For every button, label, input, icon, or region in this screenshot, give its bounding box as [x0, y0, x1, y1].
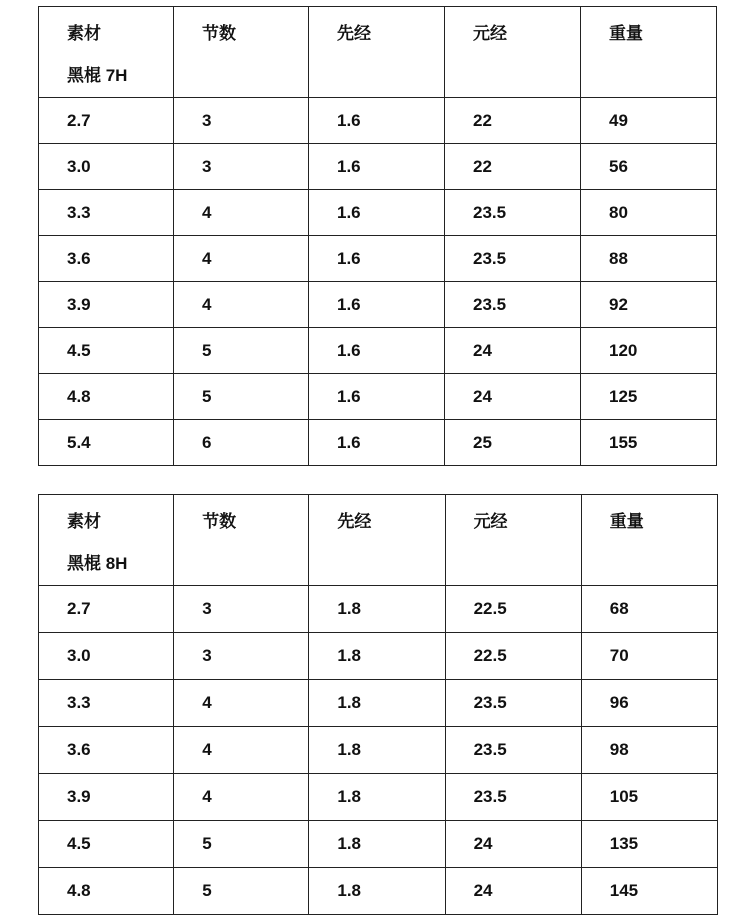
spec-table-7h [38, 6, 717, 466]
table-row [39, 727, 718, 774]
cell-sections: 4 [174, 774, 309, 821]
cell-weight: 68 [581, 586, 717, 633]
cell-butt-diameter: 22.5 [445, 586, 581, 633]
spec-table-8h [38, 494, 718, 915]
header-butt-diameter: 元经 [445, 495, 581, 586]
header-sections: 节数 [174, 7, 309, 98]
table-row [39, 821, 718, 868]
cell-sections: 3 [174, 98, 309, 144]
table-row [39, 328, 717, 374]
cell-tip-diameter: 1.8 [309, 868, 445, 915]
table-row [39, 236, 717, 282]
header-tip-diameter: 先经 [309, 495, 445, 586]
cell-butt-diameter: 22 [445, 144, 581, 190]
cell-weight: 105 [581, 774, 717, 821]
header-weight: 重量 [581, 495, 717, 586]
cell-weight: 145 [581, 868, 717, 915]
cell-tip-diameter: 1.8 [309, 633, 445, 680]
cell-weight: 120 [581, 328, 717, 374]
cell-butt-diameter: 23.5 [445, 680, 581, 727]
cell-sections: 5 [174, 821, 309, 868]
table-row [39, 633, 718, 680]
cell-butt-diameter: 23.5 [445, 727, 581, 774]
cell-sections: 3 [174, 144, 309, 190]
table-row [39, 374, 717, 420]
cell-sections: 4 [174, 282, 309, 328]
cell-weight: 56 [581, 144, 717, 190]
cell-length: 2.7 [39, 98, 174, 144]
cell-tip-diameter: 1.8 [309, 680, 445, 727]
cell-sections: 3 [174, 586, 309, 633]
cell-butt-diameter: 22 [445, 98, 581, 144]
header-material-name: 黑棍 8H [67, 554, 128, 573]
cell-length: 3.3 [39, 190, 174, 236]
cell-length: 5.4 [39, 420, 174, 466]
header-butt-diameter: 元经 [445, 7, 581, 98]
cell-tip-diameter: 1.8 [309, 727, 445, 774]
header-material-cell [39, 7, 174, 98]
table-row [39, 144, 717, 190]
header-material-label: 素材 [67, 24, 101, 43]
table-row [39, 680, 718, 727]
cell-butt-diameter: 24 [445, 868, 581, 915]
header-material-name: 黑棍 7H [67, 66, 128, 85]
cell-tip-diameter: 1.8 [309, 774, 445, 821]
cell-weight: 98 [581, 727, 717, 774]
table-row [39, 774, 718, 821]
header-sections: 节数 [174, 495, 309, 586]
cell-length: 3.9 [39, 774, 174, 821]
cell-sections: 4 [174, 236, 309, 282]
cell-tip-diameter: 1.8 [309, 821, 445, 868]
table-row [39, 98, 717, 144]
table-row [39, 868, 718, 915]
cell-butt-diameter: 23.5 [445, 236, 581, 282]
cell-length: 3.0 [39, 633, 174, 680]
table-row [39, 190, 717, 236]
cell-weight: 125 [581, 374, 717, 420]
cell-butt-diameter: 24 [445, 821, 581, 868]
cell-sections: 5 [174, 374, 309, 420]
table-header-row [39, 495, 718, 586]
cell-weight: 49 [581, 98, 717, 144]
cell-length: 3.0 [39, 144, 174, 190]
cell-weight: 155 [581, 420, 717, 466]
cell-length: 3.9 [39, 282, 174, 328]
cell-tip-diameter: 1.6 [309, 374, 445, 420]
table-header-row [39, 7, 717, 98]
cell-tip-diameter: 1.6 [309, 328, 445, 374]
cell-length: 4.5 [39, 821, 174, 868]
cell-sections: 5 [174, 868, 309, 915]
cell-sections: 6 [174, 420, 309, 466]
cell-length: 4.5 [39, 328, 174, 374]
header-material-label: 素材 [67, 512, 101, 531]
cell-tip-diameter: 1.6 [309, 420, 445, 466]
header-weight: 重量 [581, 7, 717, 98]
cell-weight: 80 [581, 190, 717, 236]
header-tip-diameter: 先经 [309, 7, 445, 98]
cell-length: 3.6 [39, 727, 174, 774]
table-row [39, 420, 717, 466]
cell-butt-diameter: 23.5 [445, 774, 581, 821]
cell-sections: 4 [174, 190, 309, 236]
cell-tip-diameter: 1.6 [309, 98, 445, 144]
cell-length: 2.7 [39, 586, 174, 633]
cell-sections: 4 [174, 680, 309, 727]
cell-length: 4.8 [39, 868, 174, 915]
header-material-cell [39, 495, 174, 586]
cell-length: 4.8 [39, 374, 174, 420]
cell-weight: 70 [581, 633, 717, 680]
cell-butt-diameter: 24 [445, 328, 581, 374]
cell-tip-diameter: 1.8 [309, 586, 445, 633]
cell-length: 3.3 [39, 680, 174, 727]
cell-weight: 92 [581, 282, 717, 328]
cell-weight: 135 [581, 821, 717, 868]
cell-sections: 5 [174, 328, 309, 374]
cell-sections: 4 [174, 727, 309, 774]
cell-tip-diameter: 1.6 [309, 282, 445, 328]
cell-length: 3.6 [39, 236, 174, 282]
cell-butt-diameter: 23.5 [445, 190, 581, 236]
table-row [39, 586, 718, 633]
cell-butt-diameter: 25 [445, 420, 581, 466]
cell-tip-diameter: 1.6 [309, 144, 445, 190]
cell-butt-diameter: 23.5 [445, 282, 581, 328]
cell-butt-diameter: 24 [445, 374, 581, 420]
cell-tip-diameter: 1.6 [309, 190, 445, 236]
cell-weight: 96 [581, 680, 717, 727]
cell-sections: 3 [174, 633, 309, 680]
cell-tip-diameter: 1.6 [309, 236, 445, 282]
cell-butt-diameter: 22.5 [445, 633, 581, 680]
cell-weight: 88 [581, 236, 717, 282]
table-row [39, 282, 717, 328]
